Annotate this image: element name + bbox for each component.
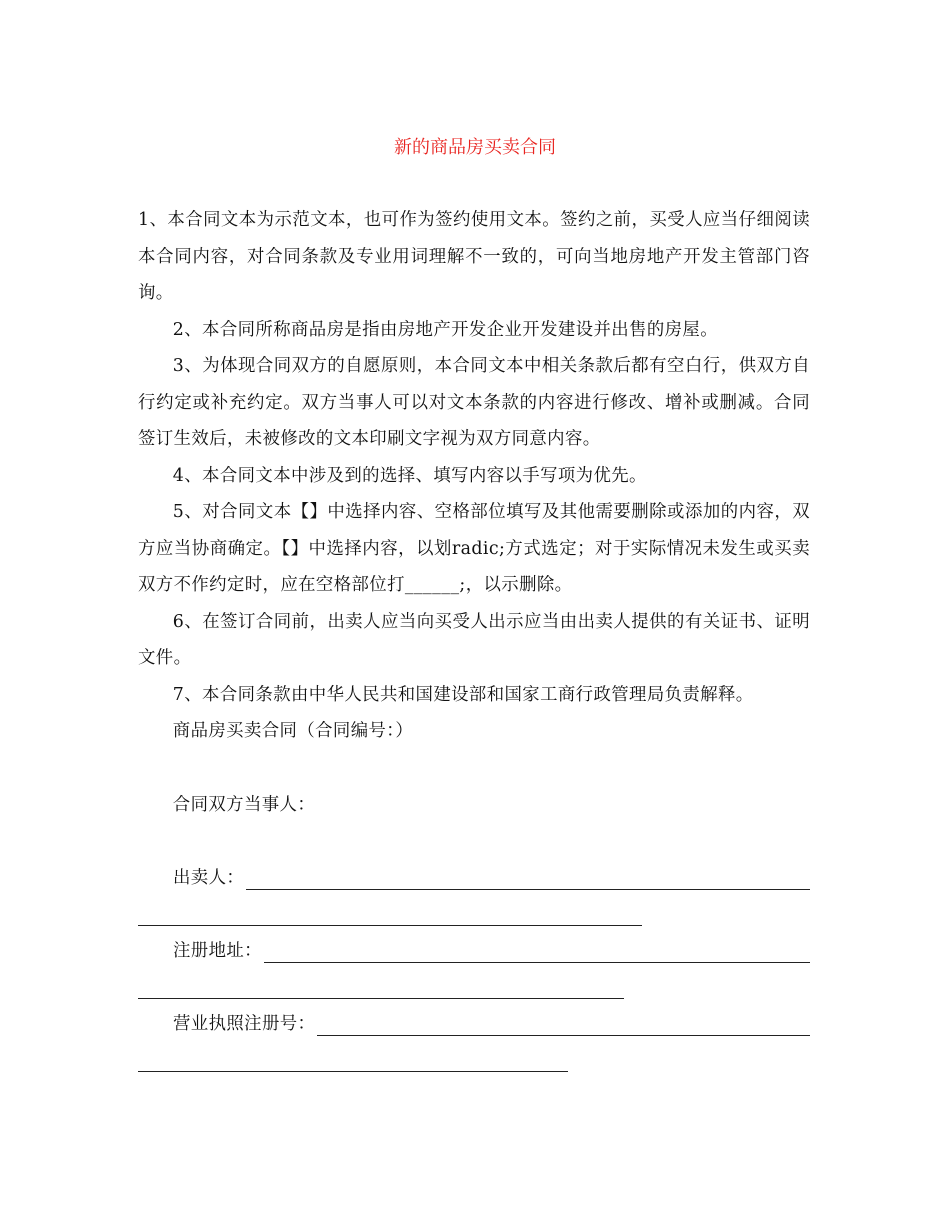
seller-label: 出卖人： — [173, 868, 245, 888]
note-6: 6、在签订合同前，出卖人应当向买受人出示应当由出卖人提供的有关证书、证明文件。 — [138, 611, 810, 668]
license-field[interactable] — [138, 1006, 810, 1079]
note-1: 1、本合同文本为示范文本，也可作为签约使用文本。签约之前，买受人应当仔细阅读本合同内容，对合同条款及专业用词理解不一致的，可向当地房地产开发主管部门咨询。 — [138, 210, 810, 303]
license-label: 营业执照注册号： — [173, 1014, 316, 1034]
note-7: 7、本合同条款由中华人民共和国建设部和国家工商行政管理局负责解释。 — [172, 684, 754, 705]
spacer — [138, 750, 810, 787]
note-4: 4、本合同文本中涉及到的选择、填写内容以手写项为优先。 — [172, 465, 647, 486]
address-blank-line[interactable] — [264, 962, 810, 963]
document-title: 新的商品房买卖合同 — [394, 137, 556, 158]
contract-number-line: 商品房买卖合同（合同编号：） — [172, 721, 414, 741]
note-2: 2、本合同所称商品房是指由房地产开发企业开发建设并出售的房屋。 — [172, 319, 718, 340]
parties-heading: 合同双方当事人： — [172, 794, 316, 815]
note-5: 5、对合同文本【】中选择内容、空格部位填写及其他需要删除或添加的内容，双方应当协商确定。【】中选择内容，以划radic;方式选定；对于实际情况未发生或买卖双方不作约定时，应在空格部位打______;，以示删除。 — [138, 502, 810, 595]
address-blank-line-continued[interactable] — [138, 998, 624, 999]
note-3: 3、为体现合同双方的自愿原则，本合同文本中相关条款后都有空白行，供双方自行约定或补充约定。双方当事人可以对文本条款的内容进行修改、增补或删减。合同签订生效后，未被修改的文本印刷文字视为双方同意内容。 — [138, 356, 810, 449]
address-field[interactable] — [138, 933, 810, 1006]
seller-blank-line-continued[interactable] — [138, 925, 642, 926]
seller-blank-line[interactable] — [246, 889, 810, 890]
seller-field[interactable] — [138, 860, 810, 933]
license-blank-line[interactable] — [317, 1035, 810, 1036]
document-body — [138, 202, 810, 1079]
license-blank-line-continued[interactable] — [138, 1071, 568, 1072]
address-label: 注册地址： — [173, 941, 262, 961]
spacer — [138, 823, 810, 860]
